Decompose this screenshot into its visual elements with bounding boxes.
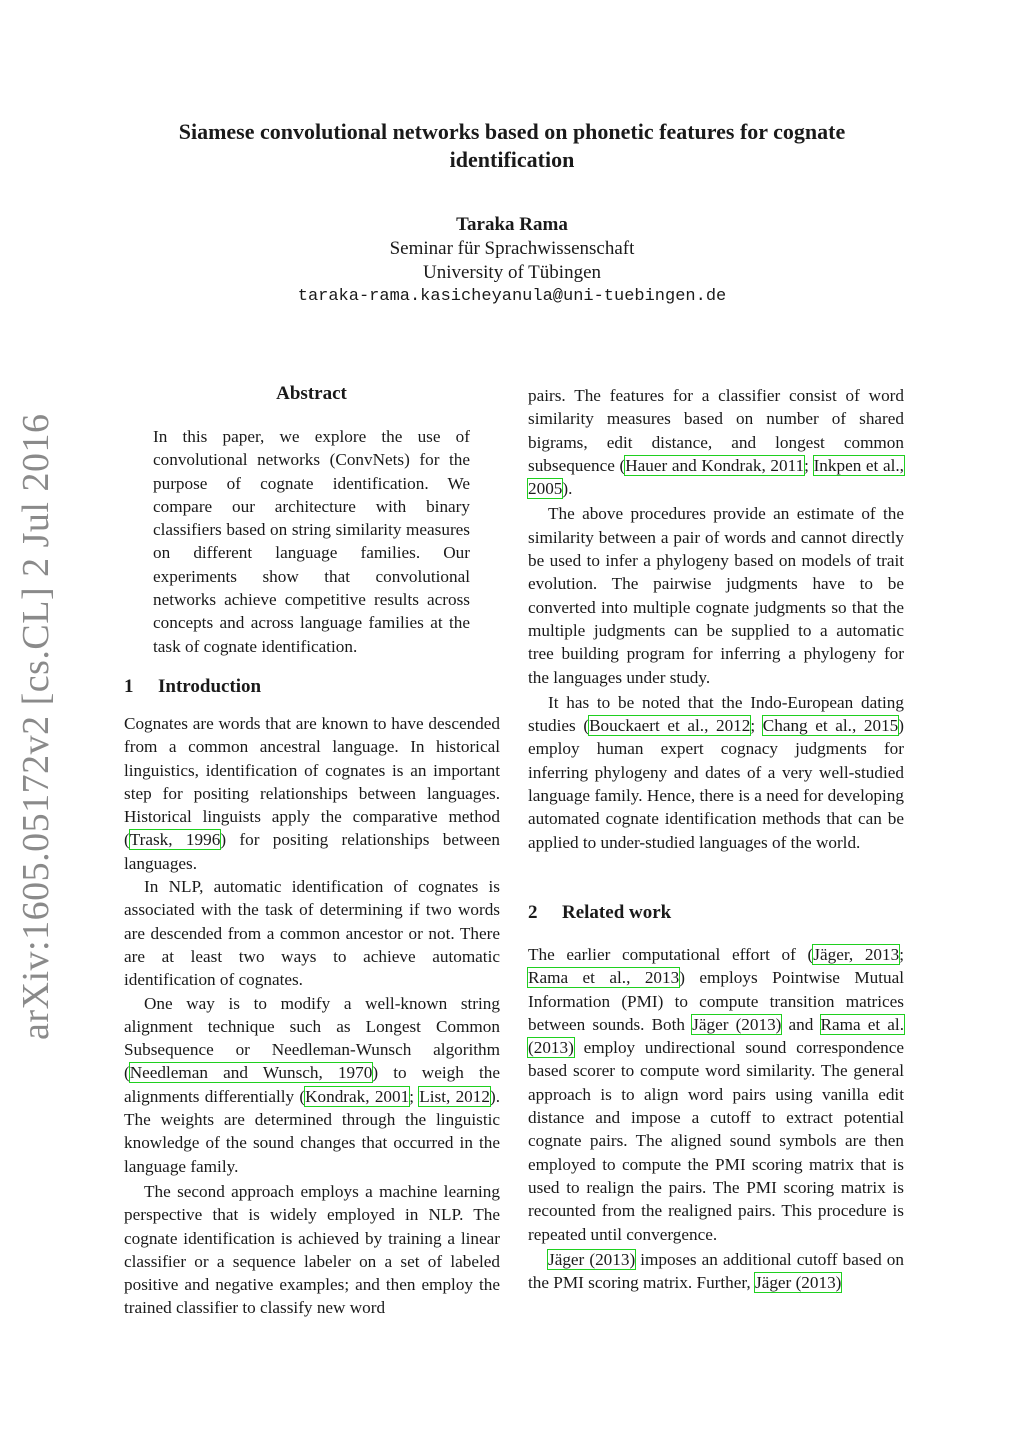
abstract-text: In this paper, we explore the use of convolutional networks (ConvNets) for the purpose of cognate identification. We compare our architecture with binary classifiers based on string similarity measures on different language families. Our experiments show that convolutional networks achieve competitive results across concepts and across language families at the task of cognate identification. (153, 427, 470, 656)
citation-link[interactable]: List, 2012 (419, 1086, 490, 1106)
arxiv-stamp-text: arXiv:1605.05172v2 [cs.CL] 2 Jul 2016 (15, 413, 57, 1040)
related-work-body (528, 943, 904, 1294)
related-paragraph-2: Jäger (2013) imposes an additional cutoff based on the PMI scoring matrix. Further, Jäger (2013) (528, 1249, 904, 1293)
author-affiliation-2: University of Tübingen (422, 262, 601, 283)
intro-paragraph-3: One way is to modify a well-known string alignment technique such as Longest Common Subsequence or Needleman-Wunsch algorithm (Needleman and Wunsch, 1970) to weigh the alignments differentially (Kondrak, 2001; List, 2012). The weights are determined through the linguistic knowledge of the sound changes that occurred in the language family. (124, 993, 500, 1176)
author-email[interactable]: taraka-rama.kasicheyanula@uni-tuebingen.de (297, 287, 727, 306)
section-1-title: Introduction (158, 676, 262, 697)
citation-link[interactable]: Jäger (2013) (755, 1273, 842, 1293)
author-affiliation-1: Seminar für Sprachwissenschaft (389, 238, 635, 259)
section-2-title: Related work (562, 902, 672, 923)
citation-link[interactable]: Bouckaert et al., 2012 (589, 716, 751, 736)
citation-link[interactable]: Kondrak, 2001 (305, 1086, 410, 1106)
citation-link[interactable]: Rama et al., 2013 (528, 968, 680, 988)
intro-paragraph-5: pairs. The features for a classifier consist of word similarity measures based on number of shared bigrams, edit distance, and longest common subsequence (Hauer and Kondrak, 2011; Inkpen et al., 2005). (528, 386, 904, 499)
author-block (212, 213, 812, 309)
left-column-body (124, 712, 500, 1320)
citation-link[interactable]: Jäger (2013) (692, 1014, 782, 1034)
intro-paragraph-7: It has to be noted that the Indo-European dating studies (Bouckaert et al., 2012; Chang et al., 2015) employ human expert cognacy judgments for inferring phylogeny and dates of a very well-studied language family. Hence, there is a need for developing automated cognate identification methods that can be applied to under-studied languages of the world. (528, 692, 905, 852)
section-2-number: 2 (528, 902, 538, 923)
intro-paragraph-2: In NLP, automatic identification of cognates is associated with the task of determining if two words are descended from a common ancestor or not. There are at least two ways to achieve automatic identification of cognates. (124, 877, 500, 990)
abstract-heading: Abstract (276, 383, 347, 404)
citation-link[interactable]: Chang et al., 2015 (762, 716, 899, 736)
citation-link[interactable]: Rama et al. (2013) (528, 1014, 904, 1058)
citation-link[interactable]: Jäger (2013) (548, 1249, 636, 1269)
right-column-body (528, 384, 904, 854)
citation-link[interactable]: Inkpen et al., 2005 (528, 455, 904, 499)
intro-paragraph-4: The second approach employs a machine learning perspective that is widely employed in NLP. The cognate identification is achieved by training a linear classifier or a sequence labeler on a set of labeled positive and negative examples; and then employ the trained classifier to classify new word (124, 1181, 500, 1318)
citation-link[interactable]: Trask, 1996 (129, 830, 221, 850)
citation-link[interactable]: Jäger, 2013 (813, 945, 900, 964)
abstract-body (153, 425, 470, 658)
paper-title: Siamese convolutional networks based on phonetic features for cognate identification (178, 119, 846, 172)
related-paragraph-1: The earlier computational effort of (Jäger, 2013; Rama et al., 2013) employs Pointwise Mutual Information (PMI) to compute transition matrices between sounds. Both Jäger (2013) and Rama et al. (2013) employ undirectional sound correspondence based scorer to compute word similarity. The general approach is to align word pairs using vanilla edit distance and impose a cutoff to extract potential cognate pairs. The aligned sound symbols are then employed to compute the PMI scoring matrix that is used to realign the pairs. The PMI scoring matrix is recounted from the realigned pairs. This procedure is repeated until convergence. (528, 945, 904, 1244)
section-2-heading (528, 902, 671, 924)
author-name: Taraka Rama (456, 214, 568, 235)
intro-paragraph-6: The above procedures provide an estimate of the similarity between a pair of words and cannot directly be used to infer a phylogeny based on models of trait evolution. The pairwise judgments have to be converted into multiple cognate judgments so that the multiple judgments can be supplied to a automatic tree building program for inferring a phylogeny for the languages under study. (528, 504, 904, 687)
section-1-heading (124, 676, 261, 698)
intro-paragraph-1: Cognates are words that are known to have descended from a common ancestral language. In historical linguistics, identification of cognates is an important step for positing relationships between languages. Historical linguists apply the comparative method (Trask, 1996) for positing relationships between languages. (124, 714, 501, 873)
section-1-number: 1 (124, 676, 134, 697)
citation-link[interactable]: Needleman and Wunsch, 1970 (129, 1063, 373, 1083)
citation-link[interactable]: Hauer and Kondrak, 2011 (625, 455, 805, 475)
